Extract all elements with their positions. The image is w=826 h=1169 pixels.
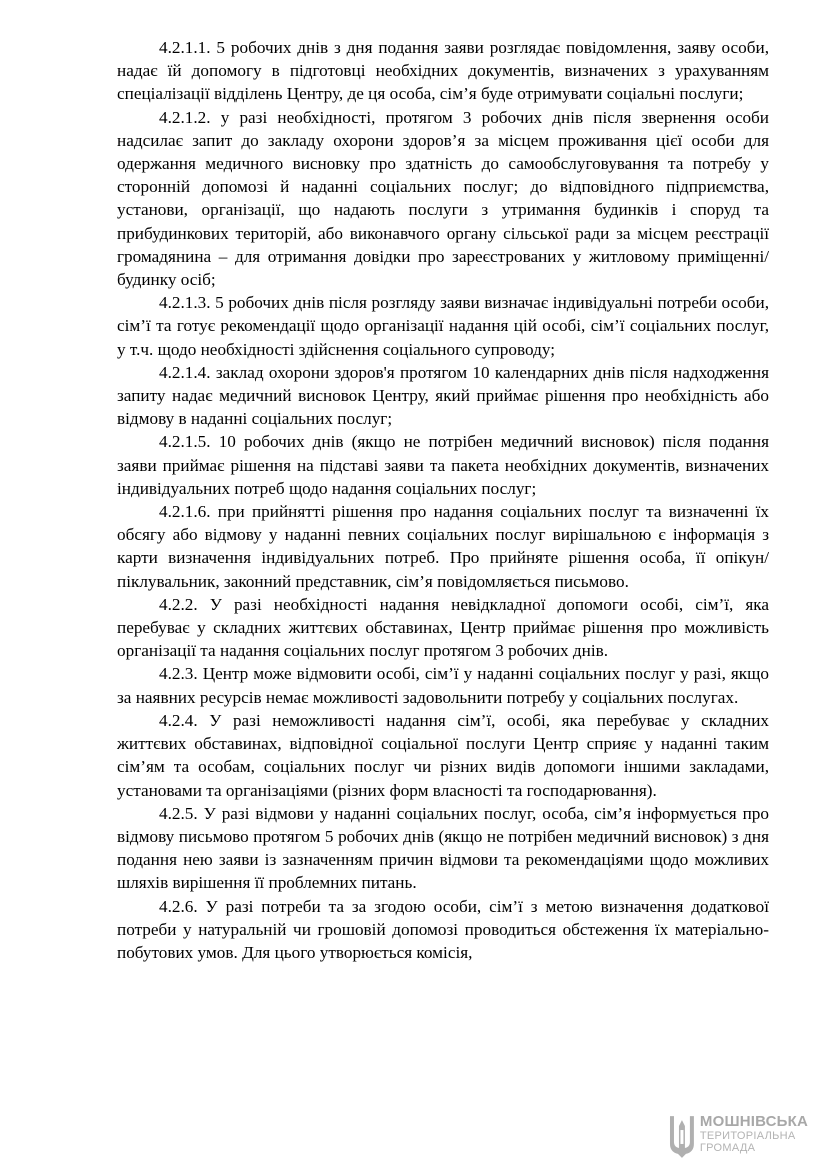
paragraph-4-2-1-2: 4.2.1.2. у разі необхідності, протягом 3 робочих днів після звернення особи надсилає запит до закладу охорони здоров’я за місцем проживання цієї особи для одержання медичного висновку про здатність до самообслуговування та потребу у сторонній допомозі й наданні соціальних послуг; до відповідного підприємства, установи, організації, що надають послуги з утримання будинків і споруд та прибудинкових територій, або виконавчого органу сільської ради за місцем реєстрації громадянина – для отримання довідки про зареєстрованих у житловому приміщенні/будинку осіб; [117,107,769,290]
paragraph-4-2-2: 4.2.2. У разі необхідності надання невідкладної допомоги особі, сім’ї, яка перебуває у складних життєвих обставинах, Центр приймає рішення про можливість організації та надання соціальних послуг протягом 3 робочих днів. [117,594,769,661]
watermark-line-1: МОШНІВСЬКА [699,1113,808,1130]
paragraph-4-2-3: 4.2.3. Центр може відмовити особі, сім’ї у наданні соціальних послуг у разі, якщо за наявних ресурсів немає можливості задовольнити потребу у соціальних послугах. [117,664,769,707]
paragraph-4-2-6: 4.2.6. У разі потреби та за згодою особи, сім’ї з метою визначення додаткової потреби у натуральній чи грошовій допомозі проводиться обстеження їх матеріально-побутових умов. Для цього утворюється комісія, [117,896,769,962]
trident-icon [668,1114,696,1160]
paragraph-4-2-1-4: 4.2.1.4. заклад охорони здоров'я протягом 10 календарних днів після надходження запиту надає медичний висновок Центру, який приймає рішення про необхідність або відмову в наданні соціальних послуг; [117,362,769,429]
paragraph-4-2-5: 4.2.5. У разі відмови у наданні соціальних послуг, особа, сім’я інформується про відмову письмово протягом 5 робочих днів (якщо не потрібен медичний висновок) з дня подання нею заяви із зазначенням причин відмови та рекомендаціями щодо можливих шляхів вирішення її проблемних питань. [117,803,769,893]
paragraph-4-2-1-3: 4.2.1.3. 5 робочих днів після розгляду заяви визначає індивідуальні потреби особи, сім’ї та готує рекомендації щодо організації надання цій особі, сім’ї соціальних послуг, у т.ч. щодо необхідності здійснення соціального супроводу; [117,293,769,359]
paragraph-4-2-1-5: 4.2.1.5. 10 робочих днів (якщо не потрібен медичний висновок) після подання заяви приймає рішення на підставі заяви та пакета необхідних документів, визначених індивідуальних потреб щодо надання соціальних послуг; [117,432,769,498]
paragraph-4-2-1-1: 4.2.1.1. 5 робочих днів з дня подання заяви розглядає повідомлення, заяву особи, надає їй допомогу в підготовці необхідних документів, визначених з урахуванням спеціалізації відділень Центру, де ця особа, сім’я буде отримувати соціальні послуги; [117,38,769,104]
watermark-line-2: ТЕРИТОРІАЛЬНА [699,1130,796,1142]
document-body [117,36,769,964]
paragraph-4-2-1-6: 4.2.1.6. при прийнятті рішення про надання соціальних послуг та визначенні їх обсягу або відмову у наданні певних соціальних послуг вирішальною є інформація з карти визначення індивідуальних потреб. Про прийняте рішення особа, її опікун/піклувальник, законний представник, сім’я повідомляється письмово. [117,502,769,591]
watermark-line-3: ГРОМАДА [699,1142,756,1154]
community-watermark [668,1114,808,1160]
paragraph-4-2-4: 4.2.4. У разі неможливості надання сім’ї, особі, яка перебуває у складних життєвих обставинах, відповідної соціальної послуги Центр сприяє у наданні таким сім’ям та особам, соціальних послуг чи різних видів допомоги іншими закладами, установами та організаціями (різних форм власності та господарювання). [117,710,769,800]
